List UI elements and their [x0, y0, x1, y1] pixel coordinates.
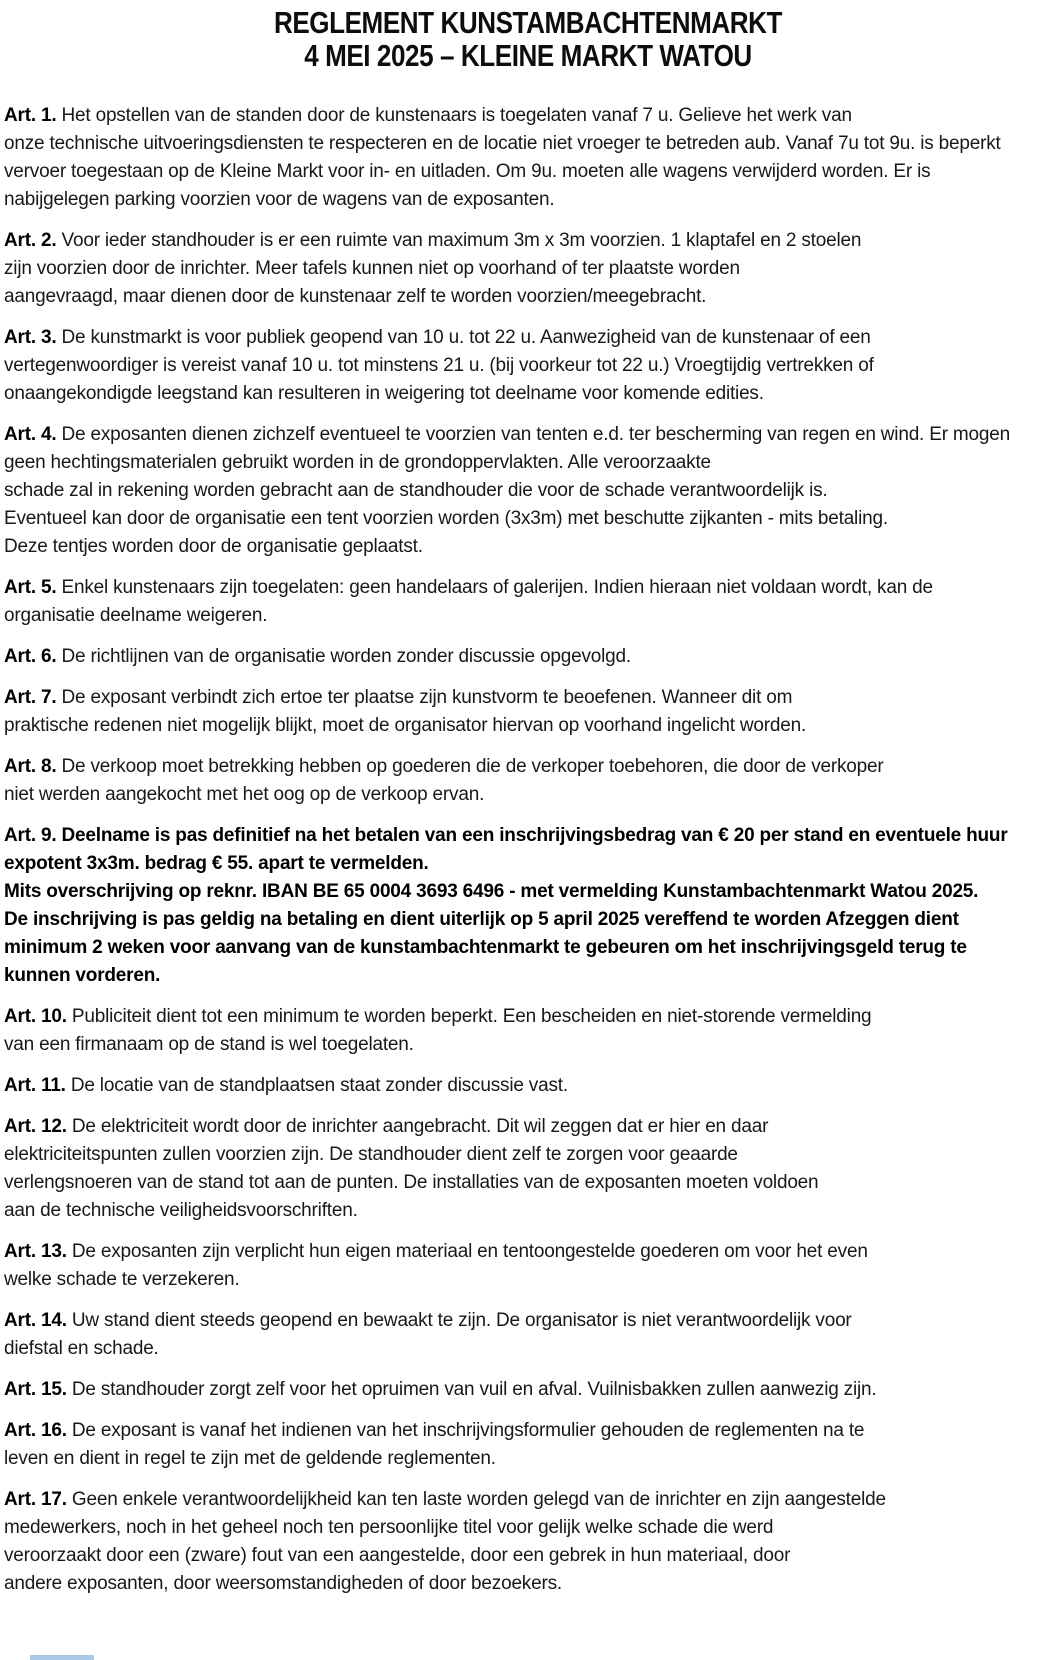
article-label: Art. 12.: [4, 1116, 72, 1137]
document-title-line2: 4 MEI 2025 – KLEINE MARKT WATOU: [304, 38, 752, 73]
article: Art. 5. Enkel kunstenaars zijn toegelaten: geen handelaars of galerijen. Indien hieraan niet voldaan wordt, kan de organisatie deelname weigeren.: [4, 577, 933, 626]
article: Art. 11. De locatie van de standplaatsen staat zonder discussie vast.: [4, 1075, 568, 1096]
article-label: Art. 2.: [4, 230, 62, 251]
article-label: Art. 16.: [4, 1420, 72, 1441]
article-label: Art. 11.: [4, 1075, 71, 1096]
article: Art. 2. Voor ieder standhouder is er een ruimte van maximum 3m x 3m voorzien. 1 klaptafel en 2 stoelen zijn voorzien door de inrichter. Meer tafels kunnen niet op voorhand of ter plaatste worden aangevraagd, maar dienen door de kunstenaar zelf te worden voorzien/meegebracht.: [4, 230, 862, 307]
article: Art. 6. De richtlijnen van de organisatie worden zonder discussie opgevolgd.: [4, 646, 631, 667]
article: Art. 3. De kunstmarkt is voor publiek geopend van 10 u. tot 22 u. Aanwezigheid van de kunstenaar of een vertegenwoordiger is vereist vanaf 10 u. tot minstens 21 u. (bij voorkeur tot 22 u.) Vroegtijdig vertrekken of onaangekondigde leegstand kan resulteren in weigering tot deelname voor komende edities.: [4, 327, 874, 404]
article-label: Art. 15.: [4, 1379, 72, 1400]
article-label: Art. 1.: [4, 105, 62, 126]
article: Art. 17. Geen enkele verantwoordelijkheid kan ten laste worden gelegd van de inrichter en zijn aangestelde medewerkers, noch in het geheel noch ten persoonlijke titel voor gelijk welke schade die werd veroorzaakt door een (zware) fout van een aangestelde, door een gebrek in hun materiaal, door andere exposanten, door weersomstandigheden of door bezoekers.: [4, 1489, 886, 1594]
article: Art. 12. De elektriciteit wordt door de inrichter aangebracht. Dit wil zeggen dat er hier en daar elektriciteitspunten zullen voorzien zijn. De standhouder dient zelf te zorgen voor geaarde verlengsnoeren van de stand tot aan de punten. De installaties van de exposanten moeten voldoen aan de technische veiligheidsvoorschriften.: [4, 1116, 819, 1221]
article-label: Art. 13.: [4, 1241, 72, 1262]
article: Art. 15. De standhouder zorgt zelf voor het opruimen van vuil en afval. Vuilnisbakken zullen aanwezig zijn.: [4, 1379, 877, 1400]
article-label: Art. 17.: [4, 1489, 72, 1510]
article: Art. 9. Deelname is pas definitief na het betalen van een inschrijvingsbedrag van € 20 per stand en eventuele huur expotent 3x3m. bedrag € 55. apart te vermelden. Mits overschrijving op reknr. IBAN BE 65 0004 3693 6496 - met vermelding Kunstambachtenmarkt Watou 2025. De inschrijving is pas geldig na betaling en dient uiterlijk op 5 april 2025 vereffend te worden Afzeggen dient minimum 2 weken voor aanvang van de kunstambachtenmarkt te gebeuren om het inschrijvingsgeld terug te kunnen vorderen.: [4, 825, 1008, 986]
article-label: Art. 5.: [4, 577, 62, 598]
article-label: Art. 8.: [4, 756, 62, 777]
document-title: [0, 6, 1056, 72]
article-label: Art. 9.: [4, 825, 62, 846]
article-label: Art. 3.: [4, 327, 62, 348]
document-title-line1: REGLEMENT KUNSTAMBACHTENMARKT: [273, 5, 783, 40]
article: Art. 1. Het opstellen van de standen door de kunstenaars is toegelaten vanaf 7 u. Gelieve het werk van onze technische uitvoeringsdiensten te respecteren en de locatie niet vroeger te betreden aub. Vanaf 7u tot 9u. is beperkt vervoer toegestaan op de Kleine Markt voor in- en uitladen. Om 9u. moeten alle wagens verwijderd worden. Er is nabijgelegen parking voorzien voor de wagens van de exposanten.: [4, 105, 1001, 210]
article: Art. 13. De exposanten zijn verplicht hun eigen materiaal en tentoongestelde goederen om voor het even welke schade te verzekeren.: [4, 1241, 868, 1290]
article: Art. 10. Publiciteit dient tot een minimum te worden beperkt. Een bescheiden en niet-storende vermelding van een firmanaam op de stand is wel toegelaten.: [4, 1006, 872, 1055]
article: Art. 16. De exposant is vanaf het indienen van het inschrijvingsformulier gehouden de reglementen na te leven en dient in regel te zijn met de geldende reglementen.: [4, 1420, 865, 1469]
article-label: Art. 10.: [4, 1006, 72, 1027]
article: Art. 4. De exposanten dienen zichzelf eventueel te voorzien van tenten e.d. ter bescherming van regen en wind. Er mogen geen hechtingsmaterialen gebruikt worden in de grondoppervlakten. Alle veroorzaakte schade zal in rekening worden gebracht aan de standhouder die voor de schade verantwoordelijk is. Eventueel kan door de organisatie een tent voorzien worden (3x3m) met beschutte zijkanten - mits betaling. Deze tentjes worden door de organisatie geplaatst.: [4, 424, 1010, 557]
article-label: Art. 4.: [4, 424, 62, 445]
article: Art. 14. Uw stand dient steeds geopend en bewaakt te zijn. De organisator is niet verantwoordelijk voor diefstal en schade.: [4, 1310, 852, 1359]
article-label: Art. 6.: [4, 646, 62, 667]
article: Art. 7. De exposant verbindt zich ertoe ter plaatse zijn kunstvorm te beoefenen. Wanneer dit om praktische redenen niet mogelijk blijkt, moet de organisator hiervan op voorhand ingelicht worden.: [4, 687, 807, 736]
article-label: Art. 7.: [4, 687, 62, 708]
document-page: [0, 6, 1056, 1660]
articles: [0, 102, 1056, 1598]
article-label: Art. 14.: [4, 1310, 72, 1331]
article: Art. 8. De verkoop moet betrekking hebben op goederen die de verkoper toebehoren, die door de verkoper niet werden aangekocht met het oog op de verkoop ervan.: [4, 756, 884, 805]
cutoff-blue-element: [30, 1655, 94, 1660]
